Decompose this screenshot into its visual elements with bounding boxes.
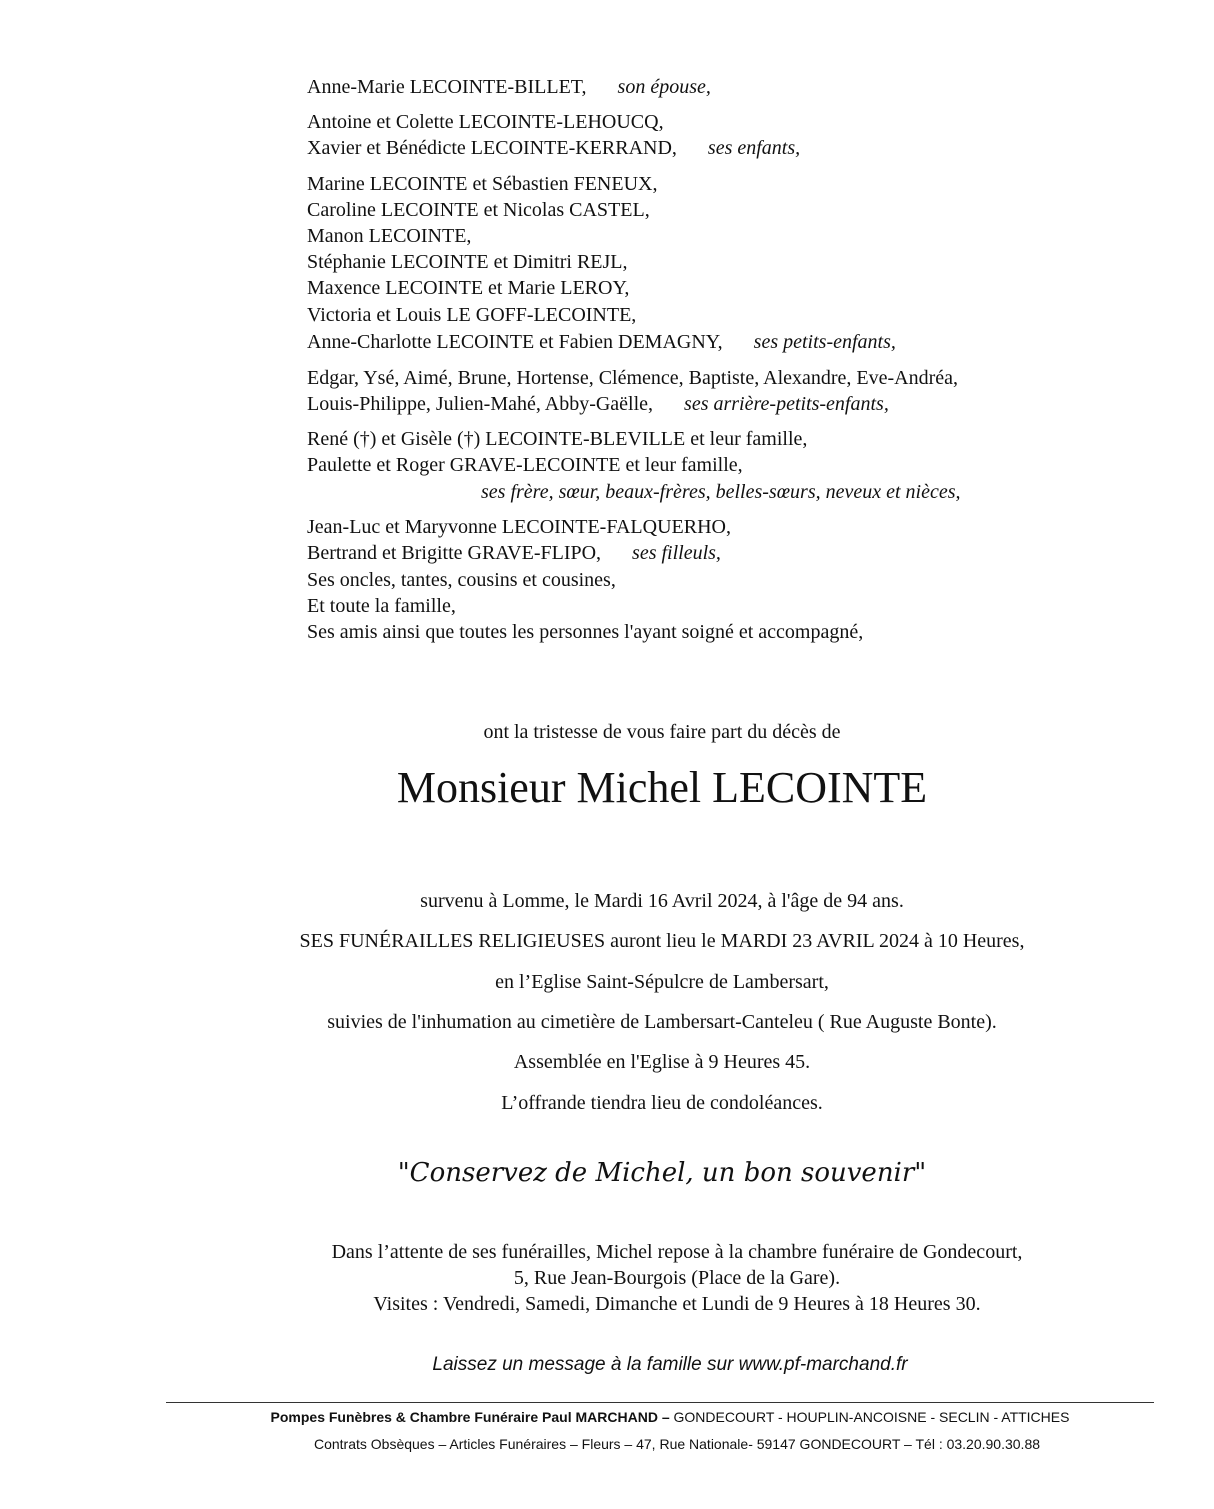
grandchild-line: Manon LECOINTE, (307, 225, 472, 247)
grandchild-line (307, 329, 896, 355)
detail-line: Assemblée en l'Eglise à 9 Heures 45. (513, 1051, 811, 1073)
great-grandchild-line: Edgar, Ysé, Aimé, Brune, Hortense, Clémence, Baptiste, Alexandre, Eve-Andréa, (307, 367, 959, 389)
wife-name: Anne-Marie LECOINTE-BILLET, (307, 76, 587, 98)
grandchild-line: Stéphanie LECOINTE et Dimitri REJL, (307, 251, 628, 273)
detail-line: survenu à Lomme, le Mardi 16 Avril 2024, à l'âge de 94 ans. (420, 890, 904, 912)
visiting-line: Dans l’attente de ses funérailles, Michel repose à la chambre funéraire de Gondecourt, (331, 1241, 1023, 1263)
sibling-line: René (†) et Gisèle (†) LECOINTE-BLEVILLE et leur famille, (307, 428, 808, 450)
siblings-relation: ses frère, sœur, beaux-frères, belles-sœurs, neveux et nièces, (481, 481, 961, 503)
godchild-line: Jean-Luc et Maryvonne LECOINTE-FALQUERHO, (307, 516, 731, 538)
footer-company-line (63, 1409, 1214, 1425)
grandchild-name: Anne-Charlotte LECOINTE et Fabien DEMAGNY, (307, 331, 723, 353)
detail-line: suivies de l'inhumation au cimetière de Lambersart-Canteleu ( Rue Auguste Bonte). (327, 1011, 997, 1033)
footer-company: Pompes Funèbres & Chambre Funéraire Paul MARCHAND – (270, 1409, 670, 1425)
footer-contact: Contrats Obsèques – Articles Funéraires – Fleurs – 47, Rue Nationale- 59147 GONDECOURT – Tél : 03.20.90.30.88 (313, 1436, 1041, 1452)
godchildren-relation: ses filleuls, (632, 542, 721, 564)
others-line: Et toute la famille, (307, 595, 456, 617)
grandchildren-relation: ses petits-enfants, (753, 331, 896, 353)
footer-divider (166, 1402, 1154, 1403)
visiting-line: Visites : Vendredi, Samedi, Dimanche et Lundi de 9 Heures à 18 Heures 30. (373, 1293, 981, 1315)
detail-line: L’offrande tiendra lieu de condoléances. (501, 1092, 823, 1114)
grandchild-line: Victoria et Louis LE GOFF-LECOINTE, (307, 304, 637, 326)
great-grandchildren-relation: ses arrière-petits-enfants, (684, 393, 889, 415)
wife-relation: son épouse, (617, 76, 711, 98)
announcement-text: ont la tristesse de vous faire part du décès de (483, 721, 841, 743)
family-wife-line (307, 74, 711, 100)
great-grandchild-line (307, 391, 889, 417)
footer-locations: GONDECOURT - HOUPLIN-ANCOISNE - SECLIN - ATTICHES (669, 1409, 1070, 1425)
godchild-name: Bertrand et Brigitte GRAVE-FLIPO, (307, 542, 602, 564)
visiting-line: 5, Rue Jean-Bourgois (Place de la Gare). (513, 1267, 841, 1289)
children-relation: ses enfants, (707, 137, 801, 159)
detail-line: SES FUNÉRAILLES RELIGIEUSES auront lieu le MARDI 23 AVRIL 2024 à 10 Heures, (299, 930, 1025, 952)
child-name: Xavier et Bénédicte LECOINTE-KERRAND, (307, 137, 677, 159)
detail-line: en l’Eglise Saint-Sépulcre de Lambersart, (495, 971, 829, 993)
godchild-line (307, 540, 721, 566)
others-line: Ses oncles, tantes, cousins et cousines, (307, 569, 616, 591)
child-line (307, 135, 800, 161)
website-message[interactable]: Laissez un message à la famille sur www.pf-marchand.fr (432, 1354, 908, 1375)
child-line: Antoine et Colette LECOINTE-LEHOUCQ, (307, 111, 664, 133)
grandchild-line: Caroline LECOINTE et Nicolas CASTEL, (307, 199, 650, 221)
memorial-quote: "Conservez de Michel, un bon souvenir" (397, 1158, 927, 1188)
sibling-line: Paulette et Roger GRAVE-LECOINTE et leur famille, (307, 454, 743, 476)
grandchild-line: Maxence LECOINTE et Marie LEROY, (307, 277, 630, 299)
others-line: Ses amis ainsi que toutes les personnes l'ayant soigné et accompagné, (307, 621, 864, 643)
great-grandchild-names: Louis-Philippe, Julien-Mahé, Abby-Gaëlle, (307, 393, 654, 415)
grandchild-line: Marine LECOINTE et Sébastien FENEUX, (307, 173, 658, 195)
deceased-name: Monsieur Michel LECOINTE (396, 763, 928, 812)
